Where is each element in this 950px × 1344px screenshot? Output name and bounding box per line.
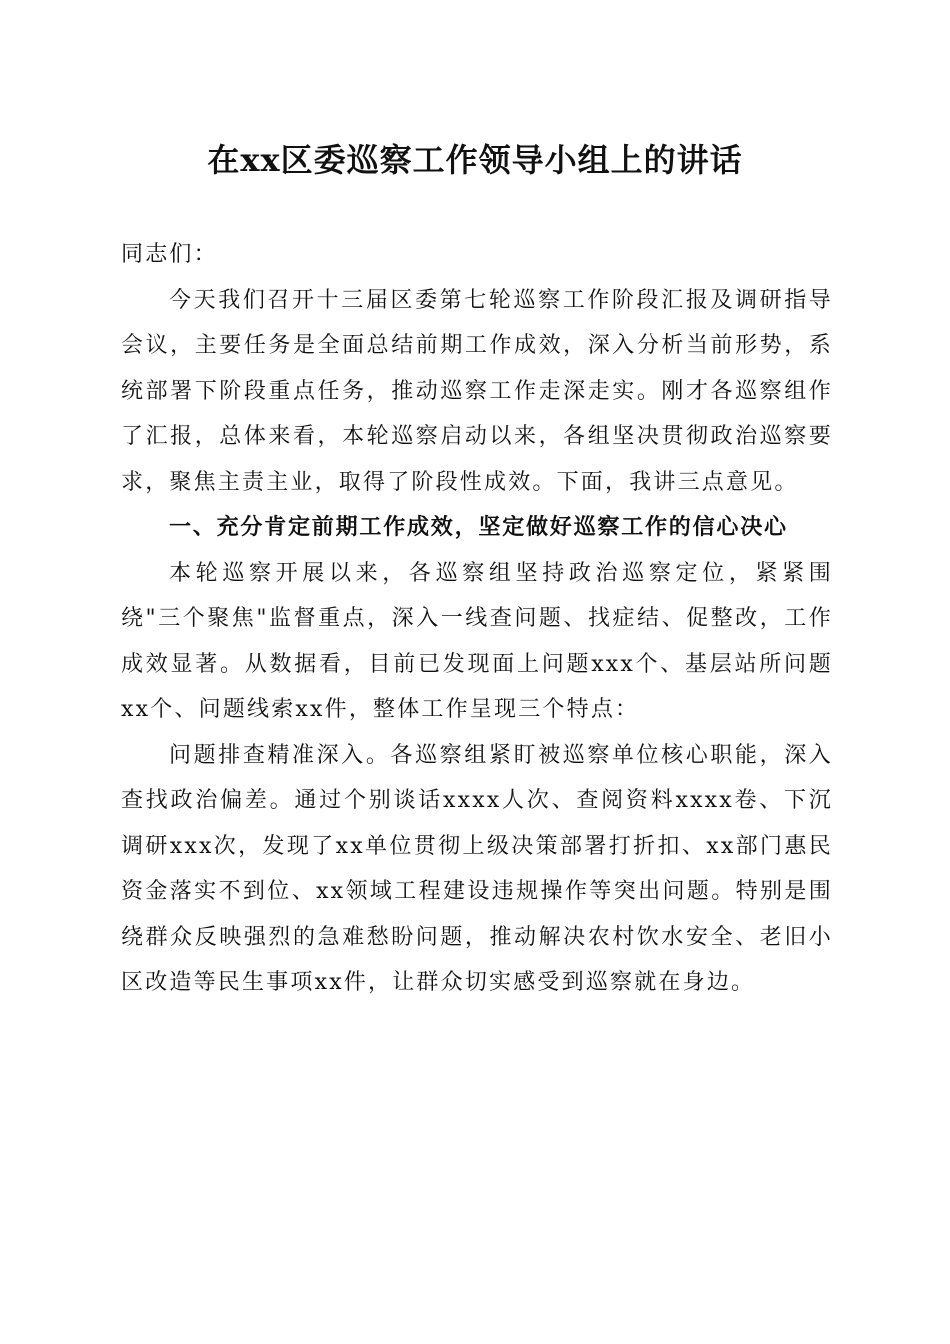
paragraph-feature-1: 问题排查精准深入。各巡察组紧盯被巡察单位核心职能，深入查找政治偏差。通过个别谈话xxxx人次、查阅资料xxxx卷、下沉调研xxx次，发现了xx单位贯彻上级决策部署打折扣、xx部门惠民资金落实不到位、xx领域工程建设违规操作等突出问题。特别是围绕群众反映强烈的急难愁盼问题，推动解决农村饮水安全、老旧小区改造等民生事项xx件，让群众切实感受到巡察就在身边。 [121, 742, 833, 995]
document-body [121, 232, 833, 1006]
paragraph-intro: 今天我们召开十三届区委第七轮巡察工作阶段汇报及调研指导会议，主要任务是全面总结前期工作成效，深入分析当前形势，系统部署下阶段重点任务，推动巡察工作走深走实。刚才各巡察组作了汇报，总体来看，本轮巡察启动以来，各组坚决贯彻政治巡察要求，聚焦主责主业，取得了阶段性成效。下面，我讲三点意见。 [121, 287, 833, 495]
document-title: 在xx区委巡察工作领导小组上的讲话 [207, 141, 743, 179]
salutation: 同志们： [121, 242, 218, 267]
paragraph-section-1: 本轮巡察开展以来，各巡察组坚持政治巡察定位，紧紧围绕"三个聚焦"监督重点，深入一线查问题、找症结、促整改，工作成效显著。从数据看，目前已发现面上问题xxx个、基层站所问题xx个、问题线索xx件，整体工作呈现三个特点： [121, 560, 833, 722]
section-heading-1: 一、充分肯定前期工作成效，坚定做好巡察工作的信心决心 [169, 515, 788, 540]
